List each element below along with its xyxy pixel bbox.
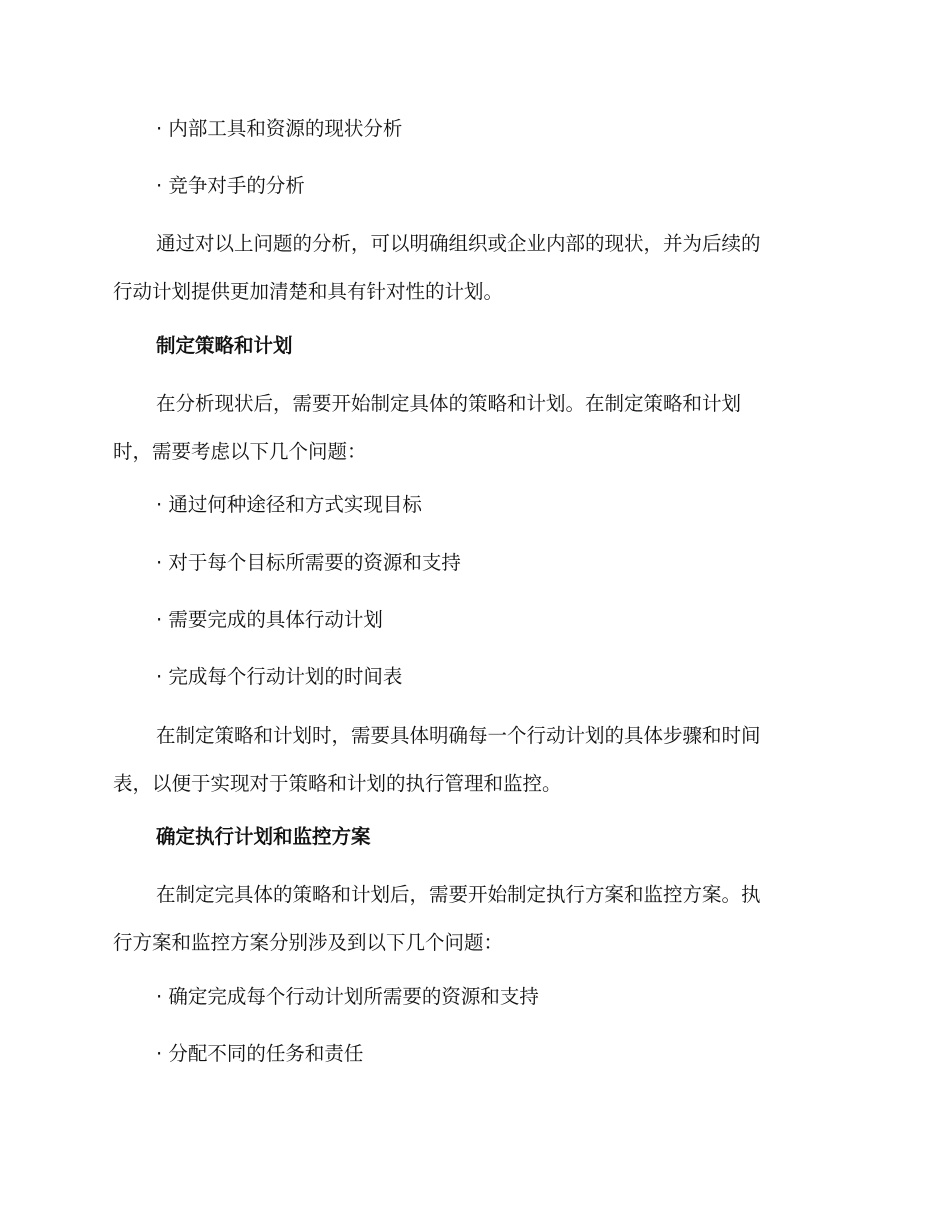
bullet-item: · 确定完成每个行动计划所需要的资源和支持	[156, 985, 539, 1008]
paragraph-line: 时，需要考虑以下几个问题：	[113, 440, 367, 463]
paragraph-line: 在分析现状后，需要开始制定具体的策略和计划。在制定策略和计划	[156, 392, 742, 415]
bullet-item: · 分配不同的任务和责任	[156, 1042, 364, 1065]
paragraph-line: 通过对以上问题的分析，可以明确组织或企业内部的现状，并为后续的	[156, 232, 761, 255]
section-heading: 制定策略和计划	[156, 334, 293, 357]
paragraph-line: 在制定完具体的策略和计划后，需要开始制定执行方案和监控方案。执	[156, 883, 761, 906]
paragraph-line: 在制定策略和计划时，需要具体明确每一个行动计划的具体步骤和时间	[156, 724, 761, 747]
bullet-item: · 竞争对手的分析	[156, 174, 305, 197]
paragraph	[113, 871, 833, 967]
section-heading: 确定执行计划和监控方案	[156, 825, 371, 848]
bullet-item: · 完成每个行动计划的时间表	[156, 665, 403, 688]
bullet-item: · 通过何种途径和方式实现目标	[156, 493, 422, 516]
paragraph-line: 行动计划提供更加清楚和具有针对性的计划。	[113, 280, 504, 303]
paragraph	[113, 712, 833, 808]
bullet-item: · 内部工具和资源的现状分析	[156, 117, 403, 140]
paragraph-line: 行方案和监控方案分别涉及到以下几个问题：	[113, 931, 504, 954]
bullet-item: · 对于每个目标所需要的资源和支持	[156, 551, 461, 574]
bullet-item: · 需要完成的具体行动计划	[156, 608, 383, 631]
paragraph-line: 表，以便于实现对于策略和计划的执行管理和监控。	[113, 772, 562, 795]
paragraph	[113, 220, 833, 316]
paragraph	[113, 380, 833, 476]
